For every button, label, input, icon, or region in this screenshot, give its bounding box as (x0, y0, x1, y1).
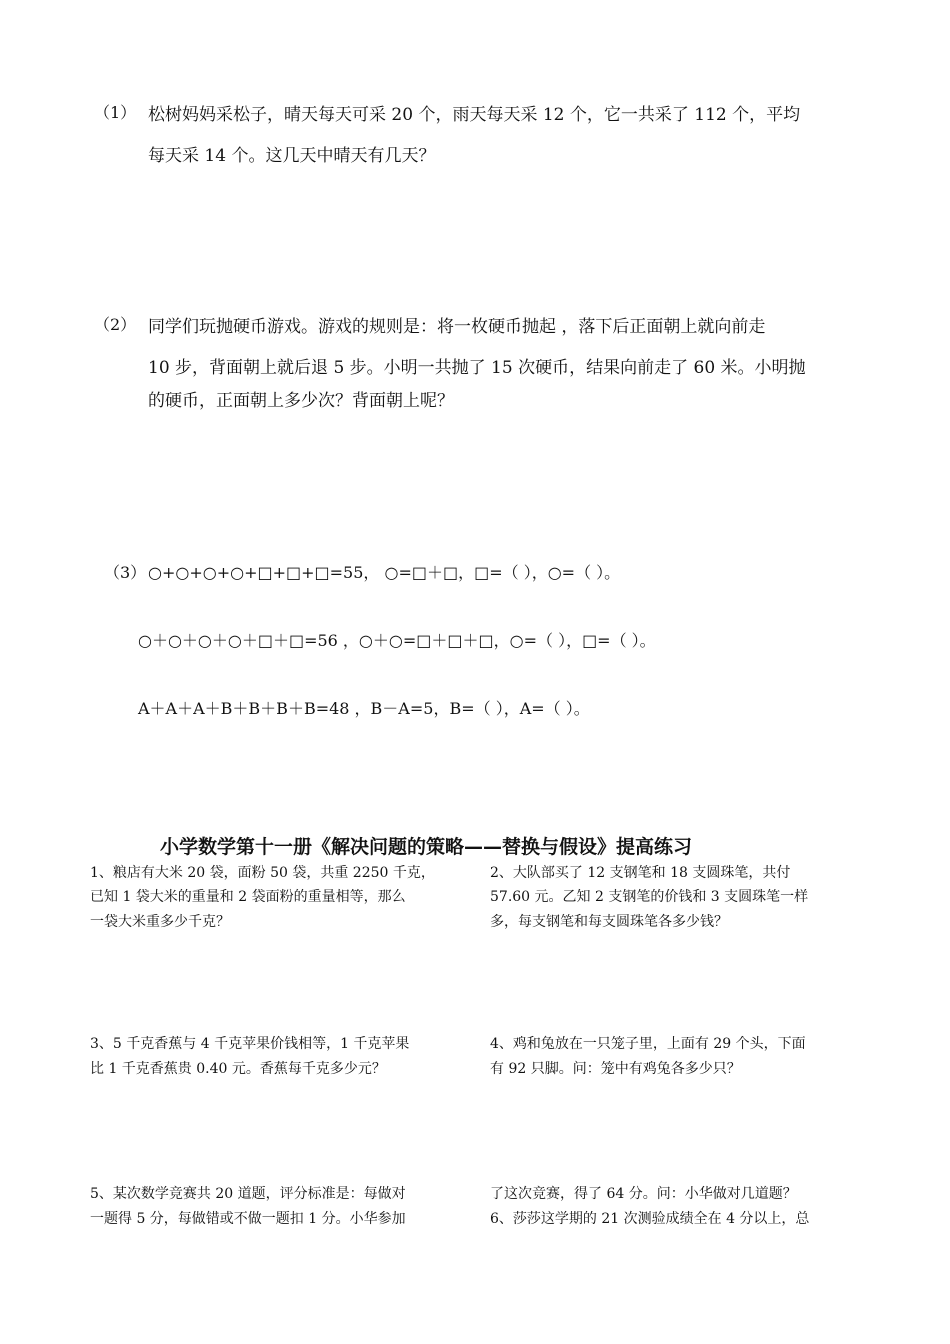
exercise-4-line-2: 有 92 只脚。问：笼中有鸡兔各多少只？ (490, 1061, 741, 1077)
exercise-2-line-1: 2、大队部买了 12 支钢笔和 18 支圆珠笔，共付 (490, 865, 791, 881)
exercise-3-line-1: 3、5 千克香蕉与 4 千克苹果价钱相等，1 千克苹果 (90, 1036, 410, 1052)
exercise-5-line-1: 5、某次数学竞赛共 20 道题，评分标准是：每做对 (90, 1186, 406, 1202)
problem-3-line-2: ○＋○＋○＋○＋□＋□=56 ，○＋○=□＋□＋□，○=（ ），□=（ ）。 (138, 631, 656, 650)
problem-3-line-1: ○+○+○+○+□+□+□=55， ○=□＋□，□=（ ），○=（ ）。 (148, 563, 621, 582)
exercise-5-line-2: 一题得 5 分，每做错或不做一题扣 1 分。小华参加 (90, 1211, 406, 1227)
problem-3-number: （3） (104, 563, 147, 582)
problem-1-line-1: 松树妈妈采松子，晴天每天可采 20 个，雨天每天采 12 个，它一共采了 112 个，平均 (148, 105, 801, 125)
problem-2-line-1: 同学们玩抛硬币游戏。游戏的规则是：将一枚硬币抛起 ，落下后正面朝上就向前走 (148, 317, 766, 337)
exercise-1-line-3: 一袋大米重多少千克？ (90, 914, 230, 930)
exercise-2-line-2: 57.60 元。乙知 2 支钢笔的价钱和 3 支圆珠笔一样 (490, 889, 809, 905)
problem-2-line-2: 10 步，背面朝上就后退 5 步。小明一共抛了 15 次硬币，结果向前走了 60 米。小明抛 (148, 358, 806, 378)
problem-1-number: （1） (94, 103, 137, 122)
problem-1-line-2: 每天采 14 个。这几天中晴天有几天？ (148, 146, 436, 166)
problem-2-number: （2） (94, 315, 137, 334)
section-title: 小学数学第十一册《解决问题的策略——替换与假设》提高练习 (160, 836, 693, 858)
problem-2-line-3: 的硬币，正面朝上多少次？背面朝上呢？ (148, 391, 454, 411)
exercise-6-line-2: 6、莎莎这学期的 21 次测验成绩全在 4 分以上，总 (490, 1211, 810, 1227)
exercise-6-line-1: 了这次竞赛，得了 64 分。问：小华做对几道题？ (490, 1186, 797, 1202)
exercise-1-line-1: 1、粮店有大米 20 袋，面粉 50 袋，共重 2250 千克， (90, 865, 435, 881)
exercise-4-line-1: 4、鸡和兔放在一只笼子里，上面有 29 个头，下面 (490, 1036, 806, 1052)
problem-3-line-3: A＋A＋A＋B＋B＋B＋B=48 ，B－A=5，B=（ ），A=（ ）。 (138, 699, 590, 718)
exercise-1-line-2: 已知 1 袋大米的重量和 2 袋面粉的重量相等，那么 (90, 889, 406, 905)
exercise-2-line-3: 多，每支钢笔和每支圆珠笔各多少钱？ (490, 914, 728, 930)
exercise-3-line-2: 比 1 千克香蕉贵 0.40 元。香蕉每千克多少元？ (90, 1061, 386, 1077)
